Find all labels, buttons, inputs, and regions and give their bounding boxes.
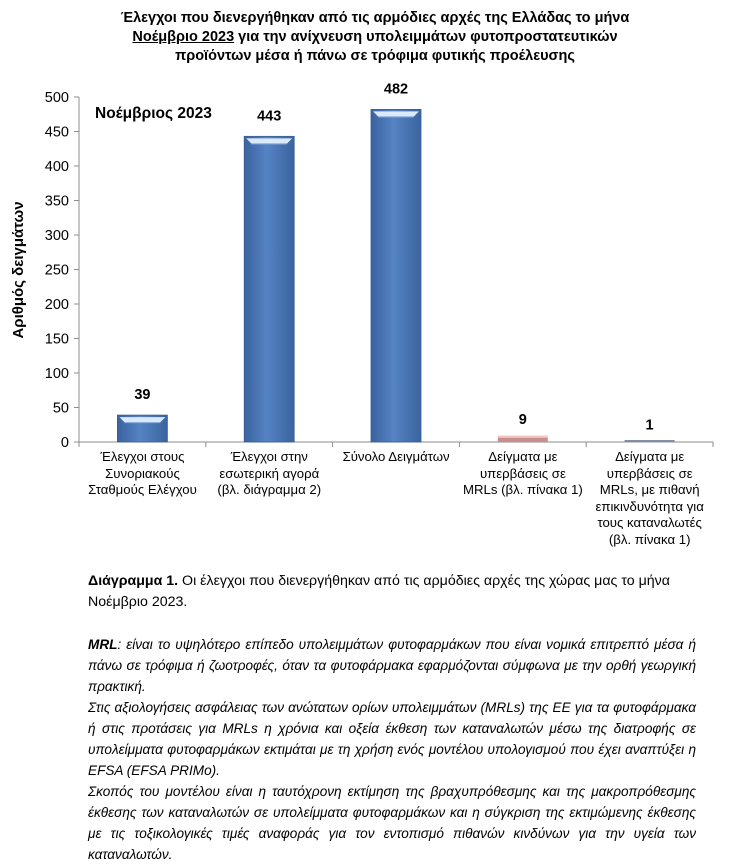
chart-inset-label: Νοέμβριος 2023: [95, 105, 212, 122]
x-category-label-line: επικινδυνότητα για: [595, 498, 704, 514]
x-category-label-line: (βλ. πίνακα 1): [608, 531, 691, 547]
chart-title-line-2-rest: για την ανίχνευση υπολειμμάτων φυτοπροστατευτικών: [234, 29, 618, 45]
x-category-label: [79, 449, 206, 499]
bar-5: [625, 440, 675, 442]
x-category-label-line: (βλ. διάγραμμα 2): [217, 482, 322, 497]
x-category-label: [333, 449, 460, 466]
y-axis-title: Αριθμός δειγμάτων: [10, 201, 27, 339]
x-category-label: [586, 449, 713, 548]
y-tick-label: 450: [44, 124, 69, 141]
bar-body: [625, 440, 675, 442]
x-category-label-line: MRLs (βλ. πίνακα 1): [463, 482, 583, 497]
y-tick-label: 100: [44, 366, 69, 382]
caption-text: Οι έλεγχοι που διενεργήθηκαν από τις αρμόδιες αρχές της χώρας μας το μήνα Νοέμβριο 2023.: [88, 573, 670, 610]
x-category-label-line: Έλεγχοι στην: [230, 449, 308, 464]
x-axis: [79, 442, 713, 447]
bar-body: [244, 136, 294, 442]
y-tick-label: 400: [44, 159, 69, 175]
x-category-label: [459, 449, 586, 499]
x-category-label-line: Σύνολο Δειγμάτων: [342, 449, 450, 464]
note-paragraph-2: Στις αξιολογήσεις ασφάλειας των ανώτατων ορίων υπολειμμάτων (MRLs) της ΕΕ για τα φυτοφάρμακα ή στις προτάσεις για MRLs η χρόνια και οξεία έκθεση των καταναλωτών μέσω της διατροφής σε υπολείμματα φυτοφαρμάκων εκτιμάται με τη χρήση ενός μοντέλου υπολογισμού που έχει αναπτύξει η EFSA (EFSA PRIMo).: [88, 700, 696, 778]
bar-highlight: [498, 436, 548, 438]
x-category-label-line: εσωτερική αγορά: [219, 465, 320, 481]
y-tick-label: 350: [44, 193, 69, 210]
note-mrl-definition: [88, 634, 696, 697]
data-label: 1: [645, 417, 654, 434]
bar-3: [371, 109, 421, 442]
x-category-label: [206, 449, 333, 499]
y-tick-label: 250: [44, 262, 69, 279]
x-category-label-line: MRLs, με πιθανή: [599, 482, 700, 497]
chart-title-line-3: προϊόντων μέσα ή πάνω σε τρόφιμα φυτικής προέλευσης: [175, 48, 575, 64]
mrl-definition-text: : είναι το υψηλότερο επίπεδο υπολειμμάτων φυτοφαρμάκων που είναι νομικά επιτρεπτό μέσα ή πάνω σε τρόφιμα ή ζωοτροφές, όταν τα φυτοφάρμακα εφαρμόζονται σύμφωνα με την ορθή γεωργική πρακτική.: [88, 637, 696, 694]
bar-2: [244, 136, 294, 442]
notes: [88, 634, 696, 865]
figure-caption: [88, 571, 688, 613]
data-label: 39: [134, 387, 151, 404]
y-tick-label: 300: [44, 228, 69, 244]
bar-4: [498, 436, 548, 442]
bar-highlight: [373, 111, 419, 116]
y-tick-label: 150: [44, 331, 69, 348]
bar-body: [371, 109, 421, 442]
data-label: 482: [383, 81, 409, 98]
x-category-label-line: Δείγματα με: [488, 449, 558, 464]
caption-label: Διάγραμμα 1.: [88, 573, 179, 589]
x-category-label-line: Έλεγχοι στους: [100, 449, 185, 464]
y-tick-label: 500: [44, 90, 69, 106]
y-tick-label: 200: [44, 297, 69, 313]
x-category-label-line: Συνοριακούς: [105, 465, 180, 481]
note-paragraph-3: Σκοπός του μοντέλου είναι η ταυτόχρονη εκτίμηση της βραχυπρόθεσμης και της μακροπρόθεσμης έκθεσης των καταναλωτών σε υπολείμματα φυτοφαρμάκων και η σύγκριση της εκτιμώμενης έκθεσης με τις τοξικολογικές τιμές αναφοράς για τον εντοπισμό πιθανών κινδύνων για την υγεία των καταναλωτών.: [88, 784, 696, 862]
bars: [117, 109, 674, 442]
data-label: 9: [518, 411, 527, 428]
x-category-label-line: Σταθμούς Ελέγχου: [88, 482, 197, 497]
x-category-label-line: Δείγματα με: [615, 449, 685, 464]
x-category-label-line: υπερβάσεις σε: [479, 465, 566, 481]
y-axis: [45, 90, 79, 451]
chart-title-line-1: Έλεγχοι που διενεργήθηκαν από τις αρμόδιες αρχές της Ελλάδας το μήνα: [120, 10, 630, 26]
bar-1: [117, 415, 167, 442]
y-tick-label: 50: [52, 400, 69, 417]
bar-highlight: [246, 138, 292, 143]
x-category-label-line: υπερβάσεις σε: [606, 465, 693, 481]
y-tick-label: 0: [60, 435, 69, 451]
chart-title-month: Νοέμβριο 2023: [132, 29, 235, 45]
data-label: 443: [257, 108, 282, 125]
bar-highlight: [119, 417, 165, 422]
x-category-label-line: τους καταναλωτές: [597, 515, 702, 530]
mrl-term: MRL: [88, 637, 118, 652]
